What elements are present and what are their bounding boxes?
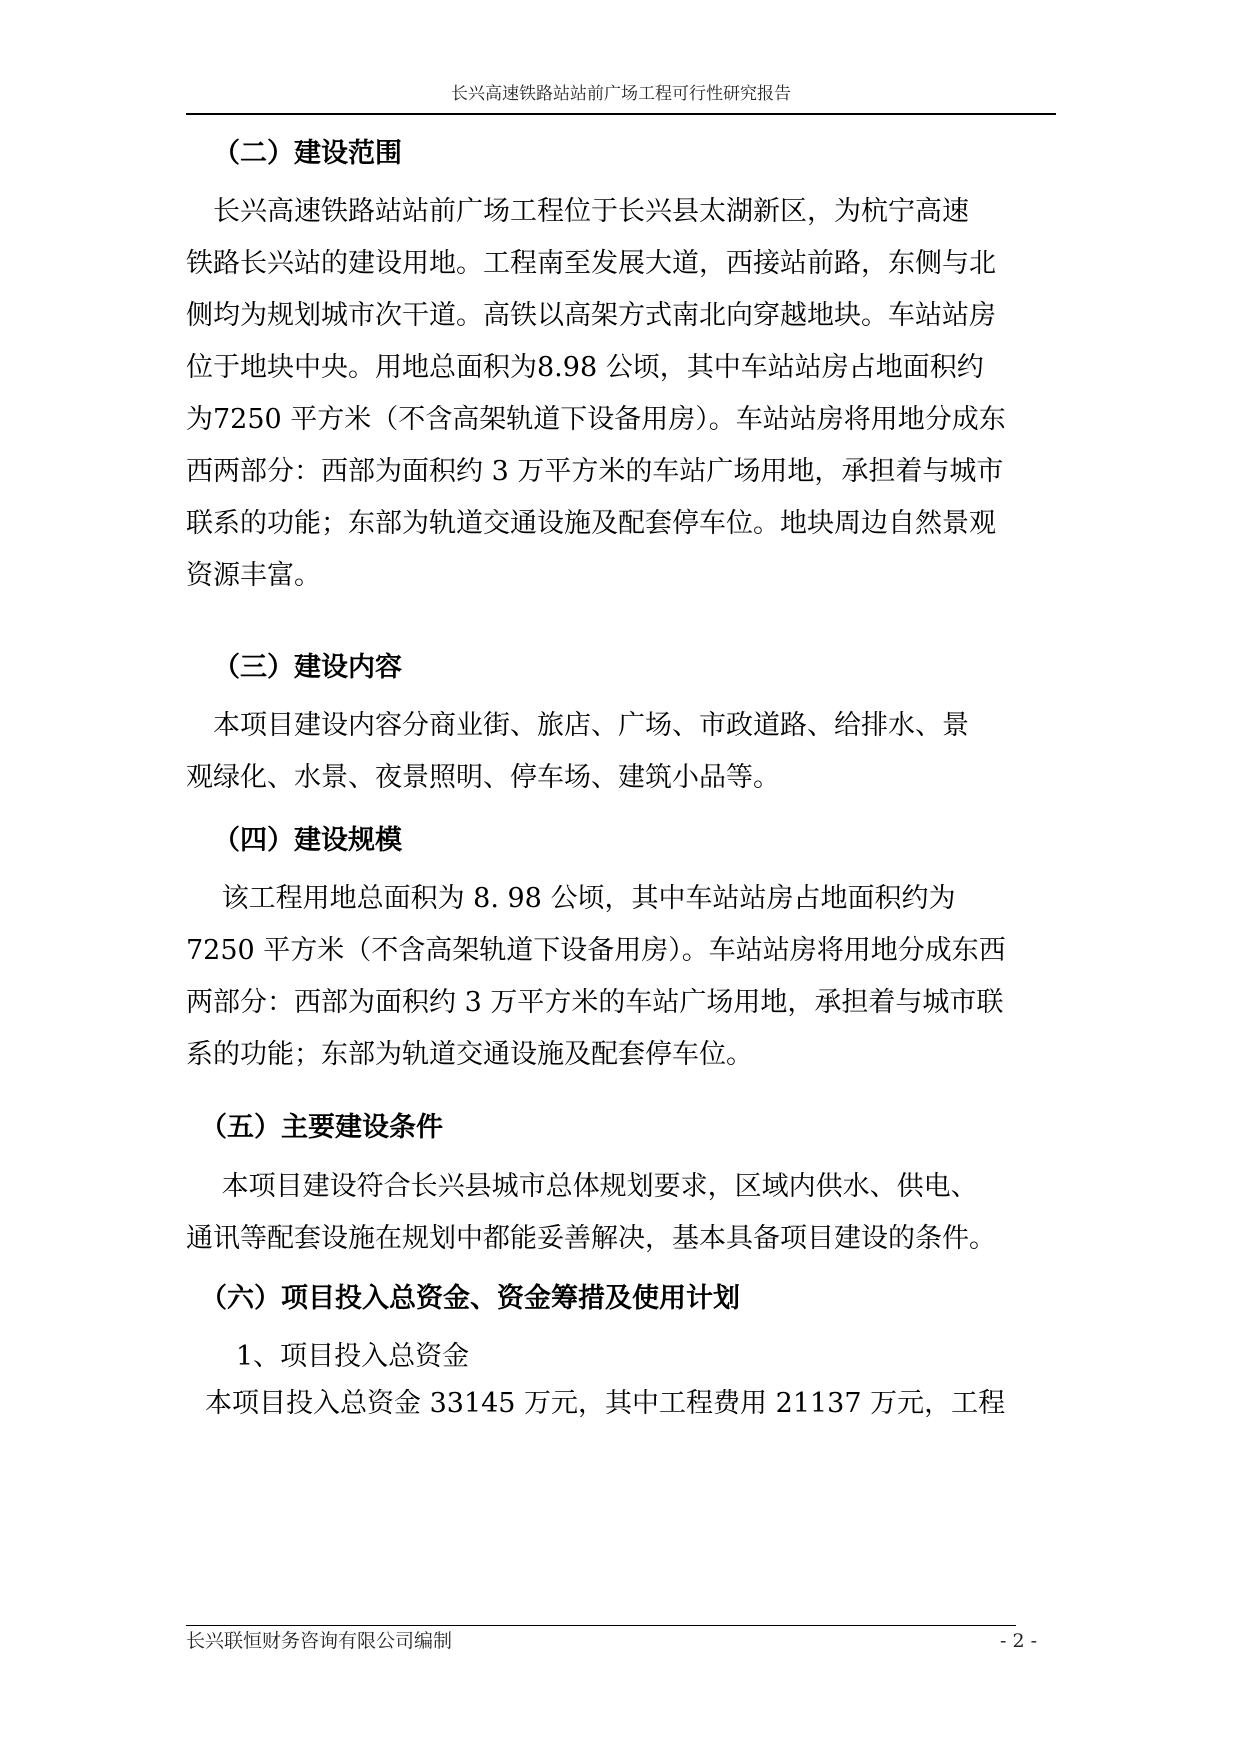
section-body <box>186 700 1086 804</box>
text-line: 1、项目投入总资金 <box>236 1341 470 1372</box>
section-heading: （四）建设规模 <box>213 825 402 856</box>
text-line: 位于地块中央。用地总面积为8.98 公顷，其中车站站房占地面积约 <box>186 352 984 383</box>
text-line: 两部分：西部为面积约 3 万平方米的车站广场用地，承担着与城市联 <box>186 987 1004 1018</box>
section-body <box>186 186 1086 602</box>
page-number: - 2 - <box>1000 1630 1038 1652</box>
text-line: 本项目建设符合长兴县城市总体规划要求，区域内供水、供电、 <box>186 1171 978 1202</box>
text-line: 联系的功能；东部为轨道交通设施及配套停车位。地块周边自然景观 <box>186 508 996 539</box>
header-title: 长兴高速铁路站站前广场工程可行性研究报告 <box>451 84 791 104</box>
text-line: 通讯等配套设施在规划中都能妥善解决，基本具备项目建设的条件。 <box>186 1223 996 1254</box>
text-line: 系的功能；东部为轨道交通设施及配套停车位。 <box>186 1039 753 1070</box>
header-divider <box>186 113 1056 115</box>
section-heading: （三）建设内容 <box>213 652 402 683</box>
text-line: 长兴高速铁路站站前广场工程位于长兴县太湖新区，为杭宁高速 <box>186 196 969 227</box>
text-line: 7250 平方米（不含高架轨道下设备用房）。车站站房将用地分成东西 <box>186 935 1006 966</box>
section-body <box>186 873 1086 1081</box>
text-line: 该工程用地总面积为 8. 98 公顷，其中车站站房占地面积约为 <box>186 883 956 914</box>
section-body <box>205 1378 1105 1430</box>
text-line: 为7250 平方米（不含高架轨道下设备用房）。车站站房将用地分成东 <box>186 404 1006 435</box>
text-line: 本项目投入总资金 33145 万元，其中工程费用 21137 万元，工程 <box>205 1388 1006 1419</box>
section-heading: （六）项目投入总资金、资金筹措及使用计划 <box>200 1283 740 1314</box>
text-line: 侧均为规划城市次干道。高铁以高架方式南北向穿越地块。车站站房 <box>186 300 996 331</box>
text-line: 西两部分：西部为面积约 3 万平方米的车站广场用地，承担着与城市 <box>186 456 1004 487</box>
section-heading: （二）建设范围 <box>213 138 402 169</box>
text-line: 本项目建设内容分商业街、旅店、广场、市政道路、给排水、景 <box>186 710 969 741</box>
text-line: 资源丰富。 <box>186 560 321 591</box>
section-heading: （五）主要建设条件 <box>200 1112 443 1143</box>
footer-divider <box>186 1625 1016 1626</box>
section-body <box>186 1161 1086 1265</box>
footer-company: 长兴联恒财务咨询有限公司编制 <box>186 1630 453 1652</box>
text-line: 观绿化、水景、夜景照明、停车场、建筑小品等。 <box>186 762 780 793</box>
subsection-title <box>236 1337 836 1377</box>
text-line: 铁路长兴站的建设用地。工程南至发展大道，西接站前路，东侧与北 <box>186 248 996 279</box>
